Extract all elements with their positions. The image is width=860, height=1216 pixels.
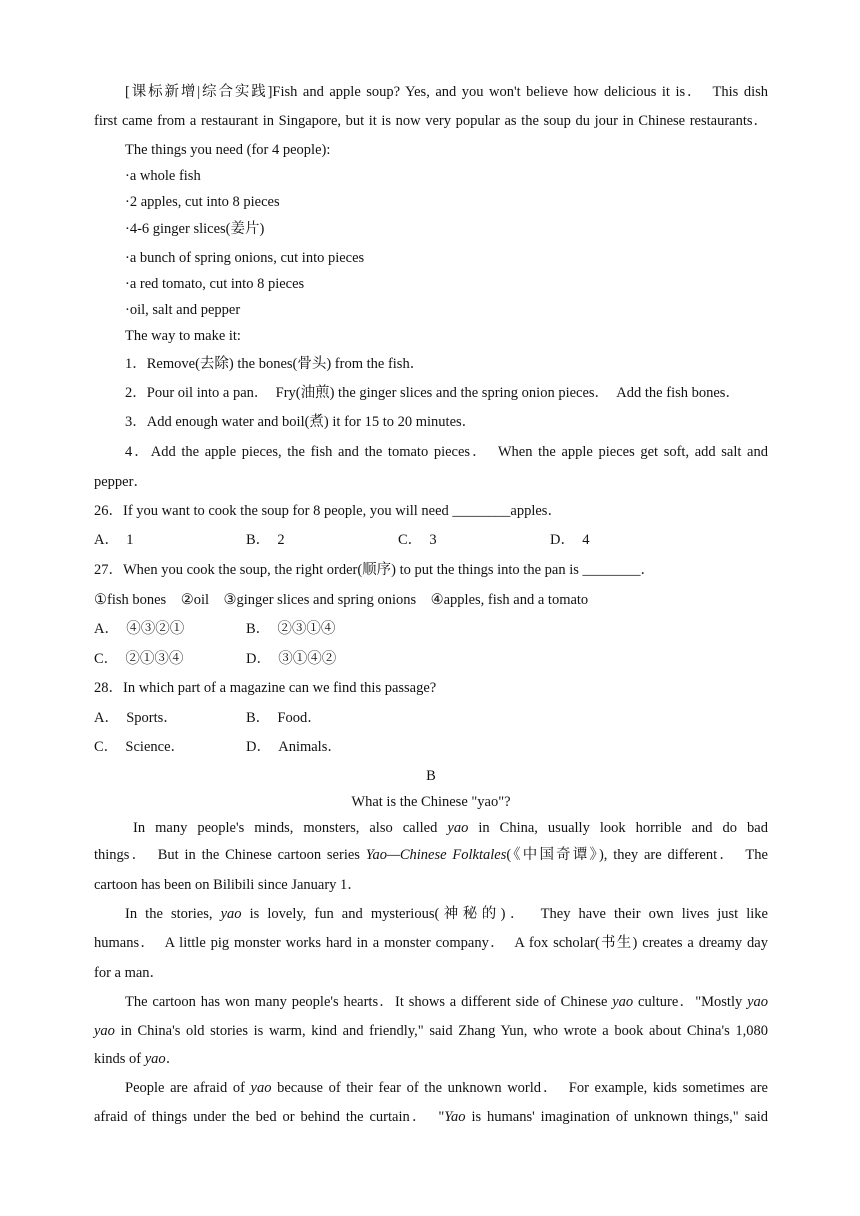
paragraph-4-line-2 [94, 1107, 768, 1127]
question-26-stem: 26．If you want to cook the soup for 8 people, you will need ________apples． [94, 503, 562, 519]
intro-line-2: first came from a restaurant in Singapore, but it is now very popular as the soup du jour in Chinese restaurants． [94, 113, 768, 129]
text-run: yao [447, 820, 469, 836]
way-title: The way to make it: [125, 328, 241, 344]
text-run: yao [220, 906, 242, 922]
text-run: (《中国奇谭》), they are different． The [506, 847, 768, 863]
question-28-stem: 28．In which part of a magazine can we find this passage? [94, 680, 437, 696]
text-run: People are afraid of [125, 1080, 251, 1096]
paragraph-3-line-3 [94, 1049, 180, 1069]
paragraph-4-line-1 [125, 1078, 768, 1098]
option-b[interactable]: B． Food． [246, 710, 322, 726]
question-27-items: ①fish bones ②oil ③ginger slices and spring onions ④apples, fish and a tomato [94, 592, 589, 608]
needs-title: The things you need (for 4 people): [125, 142, 331, 158]
question-27-options-row-2 [94, 649, 768, 669]
question-28-options-row-1 [94, 708, 768, 728]
paragraph-3-line-2 [94, 1021, 768, 1041]
text-run: In many people's minds, monsters, also called [133, 820, 448, 836]
text-run: things． But in the Chinese cartoon series [94, 847, 366, 863]
option-d[interactable]: D． Animals． [246, 739, 342, 755]
option-a[interactable]: A． Sports． [94, 710, 178, 726]
ingredient-item: ·a red tomato, cut into 8 pieces [125, 276, 305, 292]
option-c[interactable]: C． ②①③④ [94, 651, 184, 667]
option-c[interactable]: C． 3 [398, 532, 437, 548]
option-d[interactable]: D． 4 [550, 532, 590, 548]
question-26-options [94, 530, 768, 550]
text-run: culture．"Mostly [633, 994, 748, 1010]
text-run: is lovely, fun and mysterious(神秘的)． They have their own lives just like [241, 906, 768, 922]
paragraph-3-line-1 [125, 992, 768, 1012]
ingredient-item: ·a whole fish [125, 168, 201, 184]
option-b[interactable]: B． ②③①④ [246, 621, 336, 637]
text-run: yao [747, 994, 768, 1010]
section-label: B [426, 768, 436, 784]
option-a[interactable]: A． 1 [94, 532, 134, 548]
paragraph-1-line-1 [133, 818, 768, 838]
passage-b-title: What is the Chinese "yao"? [351, 794, 511, 810]
paragraph-1-line-2 [94, 845, 768, 865]
paragraph-2-line-3: for a man． [94, 965, 165, 981]
ingredient-item: ·4-6 ginger slices(姜片) [125, 221, 265, 237]
question-28-options-row-2 [94, 737, 768, 757]
text-run: afraid of things under the bed or behind the curtain． " [94, 1109, 445, 1125]
paragraph-2-line-2: humans． A little pig monster works hard in a monster company． A fox scholar(书生) creates a dreamy day [94, 935, 768, 951]
text-run: yao [144, 1051, 166, 1067]
text-run: in China's old stories is warm, kind and friendly," said Zhang Yun, who wrote a book about China's 1,080 [114, 1023, 768, 1039]
option-d[interactable]: D． ③①④② [246, 651, 337, 667]
text-run: Yao—Chinese Folktales [365, 847, 507, 863]
option-c[interactable]: C． Science． [94, 739, 186, 755]
intro-line-1: [课标新增|综合实践]Fish and apple soup? Yes, and you won't believe how delicious it is． This dish [125, 84, 768, 100]
paragraph-2-line-1 [125, 904, 768, 924]
text-run: yao [250, 1080, 272, 1096]
text-run: In the stories, [125, 906, 221, 922]
text-run: yao [94, 1023, 115, 1039]
text-run: yao [612, 994, 634, 1010]
question-27-options-row-1 [94, 619, 768, 639]
option-b[interactable]: B． 2 [246, 532, 285, 548]
question-27-stem: 27．When you cook the soup, the right order(顺序) to put the things into the pan is ________． [94, 562, 655, 578]
ingredient-item: ·2 apples, cut into 8 pieces [125, 194, 280, 210]
ingredient-item: ·oil, salt and pepper [125, 302, 241, 318]
step-item: 4．Add the apple pieces, the fish and the tomato pieces． When the apple pieces get soft, add salt and [125, 444, 768, 460]
text-run: because of their fear of the unknown world． For example, kids sometimes are [271, 1080, 768, 1096]
step-item: 1．Remove(去除) the bones(骨头) from the fish． [125, 356, 425, 372]
text-run: kinds of [94, 1051, 145, 1067]
text-run: Yao [444, 1109, 466, 1125]
text-run: is humans' imagination of unknown things," said [465, 1109, 768, 1125]
step-item: 2．Pour oil into a pan． Fry(油煎) the ginger slices and the spring onion pieces． Add the fish bones． [125, 385, 740, 401]
step-item-continuation: pepper． [94, 474, 148, 490]
ingredient-item: ·a bunch of spring onions, cut into pieces [125, 250, 365, 266]
text-run: The cartoon has won many people's hearts．It shows a different side of Chinese [125, 994, 613, 1010]
option-a[interactable]: A． ④③②① [94, 621, 185, 637]
paragraph-1-line-3: cartoon has been on Bilibili since January 1． [94, 877, 362, 893]
text-run: ． [165, 1051, 181, 1067]
text-run: in China, usually look horrible and do bad [468, 820, 768, 836]
step-item: 3．Add enough water and boil(煮) it for 15 to 20 minutes． [125, 414, 477, 430]
